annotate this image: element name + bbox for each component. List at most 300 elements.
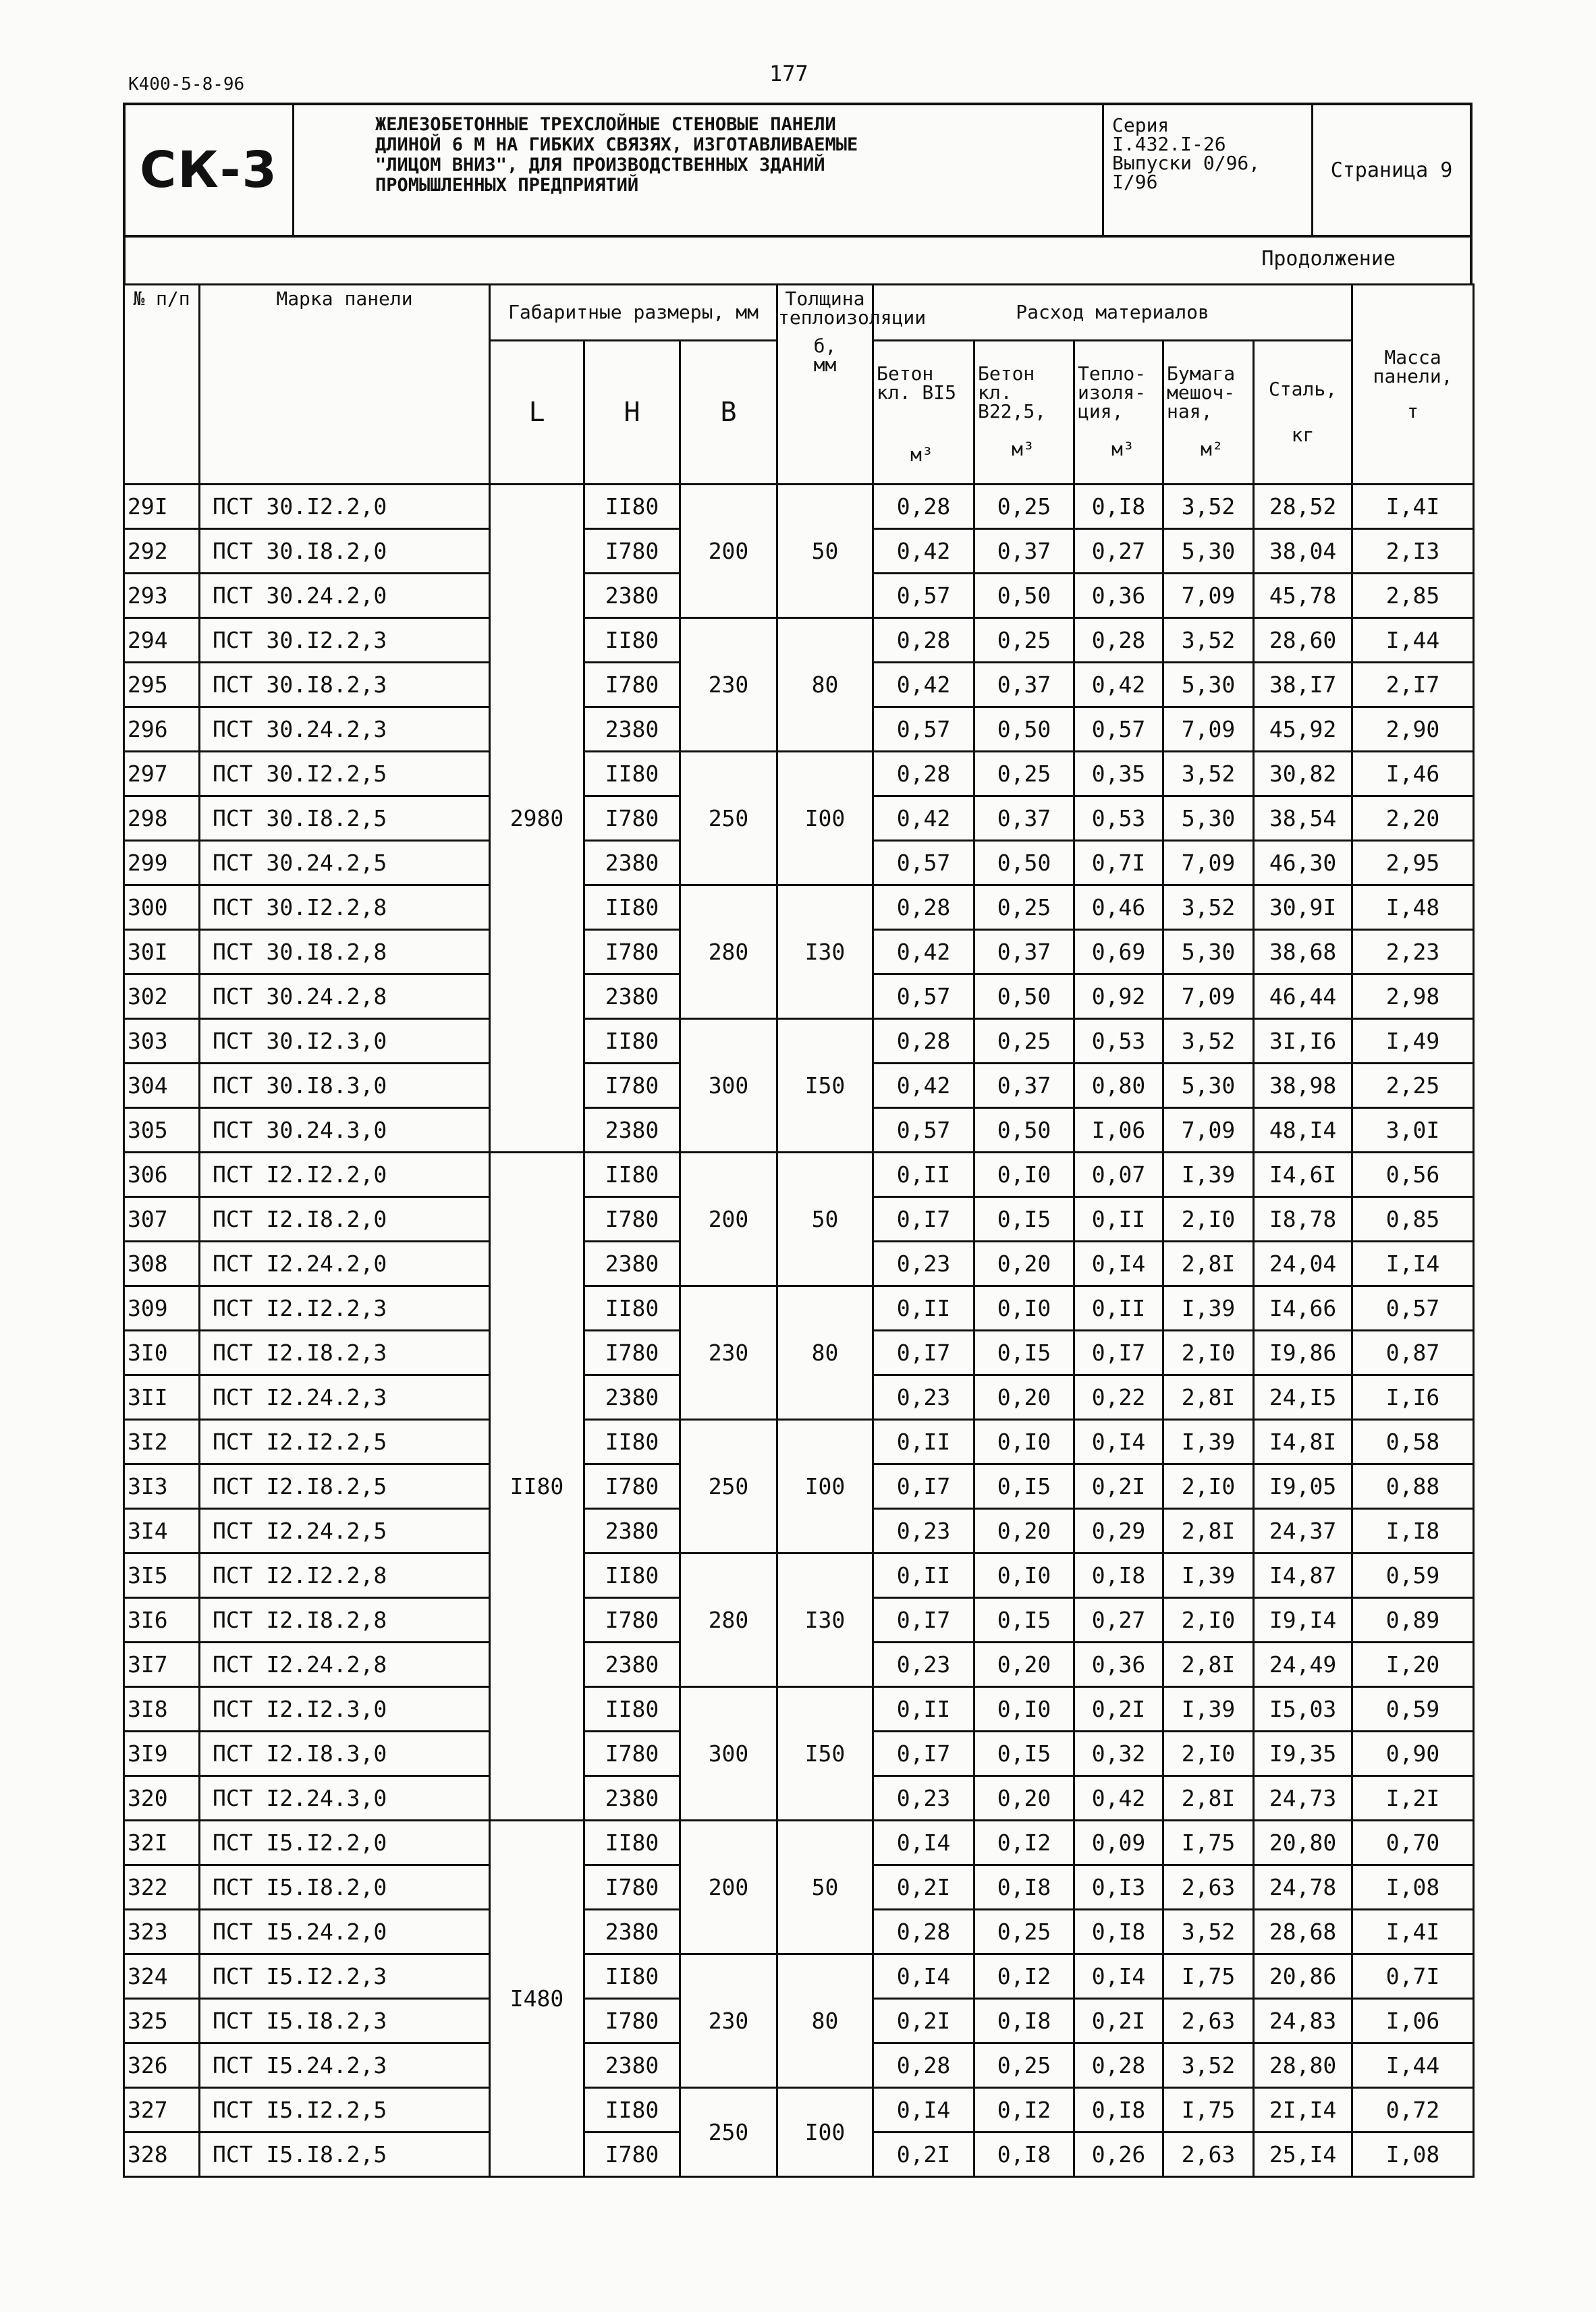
insulation-thickness: I50 xyxy=(777,1019,873,1153)
insulation-thickness: I00 xyxy=(777,752,873,885)
concrete-b225: 0,I8 xyxy=(974,1999,1074,2043)
insulation-volume: 0,I8 xyxy=(1074,1553,1163,1598)
concrete-b225: 0,I5 xyxy=(974,1331,1074,1375)
panel-mark: ПСТ I5.I2.2,0 xyxy=(200,1821,490,1865)
steel-mass: 30,9I xyxy=(1254,885,1352,930)
width-B: 250 xyxy=(680,752,777,885)
row-number: 298 xyxy=(124,796,200,841)
steel-mass: 45,92 xyxy=(1254,707,1352,752)
col-header-L: L xyxy=(490,341,584,485)
steel-mass: 28,68 xyxy=(1254,1910,1352,1954)
height-H: 2380 xyxy=(584,1108,680,1153)
concrete-b15: 0,I4 xyxy=(873,1821,974,1865)
col-header-mark: Марка панели xyxy=(200,285,490,485)
steel-mass: 28,80 xyxy=(1254,2043,1352,2088)
panel-mark: ПСТ I5.I2.2,5 xyxy=(200,2088,490,2132)
steel-mass: 46,30 xyxy=(1254,841,1352,885)
concrete-b225: 0,37 xyxy=(974,796,1074,841)
steel-mass: 24,49 xyxy=(1254,1643,1352,1687)
panel-mark: ПСТ 30.24.2,5 xyxy=(200,841,490,885)
panel-mark: ПСТ 30.24.2,0 xyxy=(200,574,490,618)
concrete-b15: 0,28 xyxy=(873,885,974,930)
height-H: I780 xyxy=(584,1331,680,1375)
col-header-H: H xyxy=(584,341,680,485)
panel-mark: ПСТ 30.I2.2,0 xyxy=(200,485,490,529)
paper-area: 2,63 xyxy=(1163,1999,1254,2043)
insulation-volume: 0,26 xyxy=(1074,2132,1163,2177)
height-H: II80 xyxy=(584,1821,680,1865)
panel-mark: ПСТ I2.I8.2,5 xyxy=(200,1464,490,1509)
concrete-b15: 0,23 xyxy=(873,1643,974,1687)
panel-mass: I,2I xyxy=(1352,1776,1474,1821)
height-H: I780 xyxy=(584,1598,680,1643)
panel-mark: ПСТ I2.24.2,0 xyxy=(200,1242,490,1286)
paper-area: 7,09 xyxy=(1163,841,1254,885)
concrete-b15: 0,I7 xyxy=(873,1197,974,1242)
panel-mark: ПСТ I5.24.2,0 xyxy=(200,1910,490,1954)
height-H: I780 xyxy=(584,1732,680,1776)
insulation-volume: 0,46 xyxy=(1074,885,1163,930)
row-number: 293 xyxy=(124,574,200,618)
concrete-b15: 0,I7 xyxy=(873,1464,974,1509)
insulation-volume: 0,28 xyxy=(1074,2043,1163,2088)
thickness-unit: мм xyxy=(813,354,837,376)
steel-mass: 24,78 xyxy=(1254,1865,1352,1910)
insulation-volume: 0,II xyxy=(1074,1197,1163,1242)
panel-mark: ПСТ I5.24.2,3 xyxy=(200,2043,490,2088)
width-B: 280 xyxy=(680,885,777,1019)
panel-mass: I,44 xyxy=(1352,2043,1474,2088)
height-H: II80 xyxy=(584,1153,680,1197)
paper-area: 2,I0 xyxy=(1163,1197,1254,1242)
concrete-b15: 0,23 xyxy=(873,1776,974,1821)
concrete-b225: 0,I5 xyxy=(974,1598,1074,1643)
concrete-b225: 0,20 xyxy=(974,1509,1074,1553)
col-header-B: B xyxy=(680,341,777,485)
concrete-b225: 0,20 xyxy=(974,1643,1074,1687)
series-info: Серия I.432.I-26 Выпуски 0/96, I/96 xyxy=(1104,105,1313,235)
panel-mass: 0,57 xyxy=(1352,1286,1474,1331)
concrete-b225-label: Бетон кл. B22,5, xyxy=(978,362,1047,422)
height-H: 2380 xyxy=(584,1509,680,1553)
panel-mark: ПСТ I5.I8.2,3 xyxy=(200,1999,490,2043)
concrete-b15: 0,28 xyxy=(873,485,974,529)
panel-mark: ПСТ I2.I2.2,3 xyxy=(200,1286,490,1331)
panel-mass: I,I6 xyxy=(1352,1375,1474,1420)
steel-mass: I5,03 xyxy=(1254,1687,1352,1732)
insulation-volume: 0,27 xyxy=(1074,529,1163,574)
table-row xyxy=(124,1286,1474,1331)
panel-mass: I,I4 xyxy=(1352,1242,1474,1286)
paper-area: 3,52 xyxy=(1163,2043,1254,2088)
insulation-volume: 0,42 xyxy=(1074,663,1163,707)
concrete-b225-unit: м³ xyxy=(1012,438,1035,460)
row-number: 3I2 xyxy=(124,1420,200,1464)
panel-mass: I,44 xyxy=(1352,618,1474,663)
height-H: I780 xyxy=(584,1999,680,2043)
concrete-b15: 0,2I xyxy=(873,2132,974,2177)
insulation-volume: 0,22 xyxy=(1074,1375,1163,1420)
paper-area: 5,30 xyxy=(1163,663,1254,707)
panel-mass: 0,70 xyxy=(1352,1821,1474,1865)
insulation-thickness: 50 xyxy=(777,485,873,618)
row-number: 3I3 xyxy=(124,1464,200,1509)
steel-mass: 24,04 xyxy=(1254,1242,1352,1286)
paper-area: I,39 xyxy=(1163,1153,1254,1197)
concrete-b15: 0,II xyxy=(873,1420,974,1464)
panel-mark: ПСТ 30.I8.2,3 xyxy=(200,663,490,707)
insulation-volume: 0,I8 xyxy=(1074,1910,1163,1954)
concrete-b225: 0,25 xyxy=(974,1019,1074,1064)
insulation-volume: 0,07 xyxy=(1074,1153,1163,1197)
row-number: 320 xyxy=(124,1776,200,1821)
document-code: К400-5-8-96 xyxy=(128,74,245,94)
insulation-volume: 0,29 xyxy=(1074,1509,1163,1553)
panel-mass: I,08 xyxy=(1352,1865,1474,1910)
concrete-b225: 0,50 xyxy=(974,574,1074,618)
concrete-b15: 0,II xyxy=(873,1687,974,1732)
panel-mass: 0,58 xyxy=(1352,1420,1474,1464)
paper-area: 5,30 xyxy=(1163,529,1254,574)
table-row xyxy=(124,1687,1474,1732)
concrete-b15: 0,57 xyxy=(873,574,974,618)
row-number: 297 xyxy=(124,752,200,796)
panel-mark: ПСТ I5.I8.2,5 xyxy=(200,2132,490,2177)
row-number: 29I xyxy=(124,485,200,529)
width-B: 230 xyxy=(680,1286,777,1420)
height-H: II80 xyxy=(584,485,680,529)
panel-mass: 0,72 xyxy=(1352,2088,1474,2132)
height-H: I780 xyxy=(584,663,680,707)
row-number: 3I6 xyxy=(124,1598,200,1643)
concrete-b225: 0,I5 xyxy=(974,1464,1074,1509)
paper-area: I,75 xyxy=(1163,2088,1254,2132)
insulation-volume: 0,7I xyxy=(1074,841,1163,885)
row-number: 3I8 xyxy=(124,1687,200,1732)
concrete-b225: 0,50 xyxy=(974,1108,1074,1153)
insulation-thickness: I00 xyxy=(777,2088,873,2177)
insulation-volume: 0,II xyxy=(1074,1286,1163,1331)
concrete-b15: 0,I4 xyxy=(873,2088,974,2132)
panel-mass: 0,89 xyxy=(1352,1598,1474,1643)
height-H: I780 xyxy=(584,930,680,974)
width-B: 300 xyxy=(680,1687,777,1821)
panel-mass: 0,85 xyxy=(1352,1197,1474,1242)
steel-mass: 28,60 xyxy=(1254,618,1352,663)
concrete-b225: 0,50 xyxy=(974,707,1074,752)
concrete-b15: 0,42 xyxy=(873,663,974,707)
panel-mass: 2,I7 xyxy=(1352,663,1474,707)
insulation-thickness: 80 xyxy=(777,1286,873,1420)
row-number: 305 xyxy=(124,1108,200,1153)
panel-mass: I,49 xyxy=(1352,1019,1474,1064)
concrete-b225: 0,20 xyxy=(974,1242,1074,1286)
paper-area: 2,63 xyxy=(1163,1865,1254,1910)
row-number: 304 xyxy=(124,1064,200,1108)
width-B: 230 xyxy=(680,618,777,752)
insulation-label: Тепло- изоля- ция, xyxy=(1078,362,1147,422)
paper-area: 3,52 xyxy=(1163,885,1254,930)
panel-mark: ПСТ 30.I2.3,0 xyxy=(200,1019,490,1064)
panel-mark: ПСТ I2.I8.2,8 xyxy=(200,1598,490,1643)
row-number: 299 xyxy=(124,841,200,885)
height-H: II80 xyxy=(584,618,680,663)
concrete-b15: 0,57 xyxy=(873,841,974,885)
row-number: 323 xyxy=(124,1910,200,1954)
panel-mass: I,4I xyxy=(1352,485,1474,529)
concrete-b225: 0,I2 xyxy=(974,2088,1074,2132)
height-H: 2380 xyxy=(584,1375,680,1420)
paper-area: 2,8I xyxy=(1163,1375,1254,1420)
concrete-b15: 0,II xyxy=(873,1553,974,1598)
concrete-b15: 0,42 xyxy=(873,796,974,841)
panel-mass: 0,59 xyxy=(1352,1687,1474,1732)
panel-mass: 2,20 xyxy=(1352,796,1474,841)
steel-mass: 30,82 xyxy=(1254,752,1352,796)
paper-area: 3,52 xyxy=(1163,1910,1254,1954)
table-row xyxy=(124,618,1474,663)
steel-mass: 46,44 xyxy=(1254,974,1352,1019)
title-block xyxy=(123,103,1473,238)
panel-mark: ПСТ I5.I8.2,0 xyxy=(200,1865,490,1910)
length-L: II80 xyxy=(490,1153,584,1821)
paper-area: 2,I0 xyxy=(1163,1598,1254,1643)
height-H: 2380 xyxy=(584,1643,680,1687)
panel-mark: ПСТ I2.I2.2,0 xyxy=(200,1153,490,1197)
col-header-dims: Габаритные размеры, мм xyxy=(490,285,777,341)
steel-mass: I9,I4 xyxy=(1254,1598,1352,1643)
row-number: 326 xyxy=(124,2043,200,2088)
width-B: 230 xyxy=(680,1954,777,2088)
panel-mass: 0,87 xyxy=(1352,1331,1474,1375)
concrete-b225: 0,I0 xyxy=(974,1286,1074,1331)
panel-mark: ПСТ 30.24.3,0 xyxy=(200,1108,490,1153)
continuation-label: Продолжение xyxy=(123,238,1473,285)
height-H: II80 xyxy=(584,1954,680,1999)
insulation-volume: 0,2I xyxy=(1074,1999,1163,2043)
insulation-volume: 0,80 xyxy=(1074,1064,1163,1108)
insulation-volume: 0,35 xyxy=(1074,752,1163,796)
height-H: I780 xyxy=(584,529,680,574)
insulation-volume: 0,I4 xyxy=(1074,1242,1163,1286)
insulation-volume: I,06 xyxy=(1074,1108,1163,1153)
insulation-thickness: 50 xyxy=(777,1153,873,1286)
concrete-b15: 0,I7 xyxy=(873,1598,974,1643)
row-number: 307 xyxy=(124,1197,200,1242)
insulation-volume: 0,I4 xyxy=(1074,1420,1163,1464)
steel-unit: кг xyxy=(1291,424,1315,446)
paper-area: 7,09 xyxy=(1163,574,1254,618)
insulation-volume: 0,09 xyxy=(1074,1821,1163,1865)
paper-area: I,39 xyxy=(1163,1687,1254,1732)
section-code: СК-3 xyxy=(126,105,294,235)
insulation-volume: 0,28 xyxy=(1074,618,1163,663)
steel-mass: 38,I7 xyxy=(1254,663,1352,707)
row-number: 296 xyxy=(124,707,200,752)
length-L: 2980 xyxy=(490,485,584,1153)
col-header-concrete-b225 xyxy=(974,341,1074,485)
height-H: 2380 xyxy=(584,1242,680,1286)
concrete-b15-label: Бетон кл. BI5 xyxy=(877,362,957,404)
panel-mass: I,20 xyxy=(1352,1643,1474,1687)
row-number: 306 xyxy=(124,1153,200,1197)
concrete-b225: 0,37 xyxy=(974,663,1074,707)
row-number: 3I5 xyxy=(124,1553,200,1598)
steel-mass: 20,86 xyxy=(1254,1954,1352,1999)
paper-area: 2,8I xyxy=(1163,1643,1254,1687)
paper-area: 3,52 xyxy=(1163,752,1254,796)
page-number: 177 xyxy=(769,61,808,86)
table-row xyxy=(124,1821,1474,1865)
concrete-b225: 0,I0 xyxy=(974,1420,1074,1464)
concrete-b15: 0,42 xyxy=(873,529,974,574)
row-number: 294 xyxy=(124,618,200,663)
steel-label: Сталь, xyxy=(1268,378,1338,400)
paper-area: I,75 xyxy=(1163,1954,1254,1999)
table-row xyxy=(124,1954,1474,1999)
height-H: II80 xyxy=(584,1553,680,1598)
height-H: II80 xyxy=(584,1286,680,1331)
col-header-insulation xyxy=(1074,341,1163,485)
panel-mark: ПСТ I2.24.2,5 xyxy=(200,1509,490,1553)
height-H: II80 xyxy=(584,885,680,930)
table-row xyxy=(124,1153,1474,1197)
row-number: 3I4 xyxy=(124,1509,200,1553)
concrete-b225: 0,I0 xyxy=(974,1153,1074,1197)
paper-label: Бумага мешоч- ная, xyxy=(1167,362,1236,422)
insulation-volume: 0,2I xyxy=(1074,1464,1163,1509)
col-header-steel xyxy=(1254,341,1352,485)
concrete-b15: 0,57 xyxy=(873,707,974,752)
concrete-b15: 0,2I xyxy=(873,1865,974,1910)
paper-area: 2,63 xyxy=(1163,2132,1254,2177)
height-H: I780 xyxy=(584,796,680,841)
table-row xyxy=(124,1420,1474,1464)
steel-mass: I8,78 xyxy=(1254,1197,1352,1242)
panel-mark: ПСТ 30.24.2,3 xyxy=(200,707,490,752)
panel-mass: 0,7I xyxy=(1352,1954,1474,1999)
row-number: 300 xyxy=(124,885,200,930)
width-B: 250 xyxy=(680,1420,777,1553)
concrete-b225: 0,I5 xyxy=(974,1732,1074,1776)
panel-mark: ПСТ 30.I8.2,5 xyxy=(200,796,490,841)
height-H: II80 xyxy=(584,752,680,796)
row-number: 324 xyxy=(124,1954,200,1999)
panel-mark: ПСТ I2.I8.2,3 xyxy=(200,1331,490,1375)
row-number: 303 xyxy=(124,1019,200,1064)
mass-unit: т xyxy=(1407,400,1419,422)
concrete-b225: 0,I8 xyxy=(974,1865,1074,1910)
thickness-symbol: б, xyxy=(813,335,837,357)
insulation-volume: 0,69 xyxy=(1074,930,1163,974)
panel-mass: I,08 xyxy=(1352,2132,1474,2177)
paper-area: 2,8I xyxy=(1163,1776,1254,1821)
paper-area: 2,8I xyxy=(1163,1509,1254,1553)
panel-mark: ПСТ 30.I2.2,5 xyxy=(200,752,490,796)
row-number: 328 xyxy=(124,2132,200,2177)
row-number: 3II xyxy=(124,1375,200,1420)
insulation-volume: 0,42 xyxy=(1074,1776,1163,1821)
insulation-volume: 0,53 xyxy=(1074,796,1163,841)
table-row xyxy=(124,885,1474,930)
paper-area: I,75 xyxy=(1163,1821,1254,1865)
concrete-b225: 0,20 xyxy=(974,1776,1074,1821)
paper-area: 5,30 xyxy=(1163,930,1254,974)
panel-mark: ПСТ 30.I8.2,0 xyxy=(200,529,490,574)
paper-area: 2,I0 xyxy=(1163,1331,1254,1375)
panels-table-body xyxy=(124,485,1474,2177)
panel-mass: 2,85 xyxy=(1352,574,1474,618)
paper-area: 7,09 xyxy=(1163,974,1254,1019)
row-number: 3I9 xyxy=(124,1732,200,1776)
concrete-b15: 0,I7 xyxy=(873,1331,974,1375)
panel-mass: I,06 xyxy=(1352,1999,1474,2043)
mass-label: Масса панели, xyxy=(1373,346,1453,387)
insulation-thickness: 80 xyxy=(777,618,873,752)
concrete-b225: 0,50 xyxy=(974,841,1074,885)
concrete-b15: 0,28 xyxy=(873,1910,974,1954)
concrete-b15: 0,I4 xyxy=(873,1954,974,1999)
concrete-b15: 0,57 xyxy=(873,1108,974,1153)
insulation-thickness: I30 xyxy=(777,1553,873,1687)
concrete-b225: 0,25 xyxy=(974,885,1074,930)
panel-mark: ПСТ I2.24.2,8 xyxy=(200,1643,490,1687)
height-H: 2380 xyxy=(584,1910,680,1954)
concrete-b15: 0,57 xyxy=(873,974,974,1019)
steel-mass: 48,I4 xyxy=(1254,1108,1352,1153)
panel-mark: ПСТ I2.I2.2,5 xyxy=(200,1420,490,1464)
sheet-label: Страница 9 xyxy=(1330,158,1453,182)
height-H: I780 xyxy=(584,1064,680,1108)
concrete-b225: 0,I5 xyxy=(974,1197,1074,1242)
col-header-paper xyxy=(1163,341,1254,485)
height-H: 2380 xyxy=(584,974,680,1019)
width-B: 300 xyxy=(680,1019,777,1153)
height-H: I780 xyxy=(584,1197,680,1242)
concrete-b225: 0,25 xyxy=(974,2043,1074,2088)
insulation-thickness: I50 xyxy=(777,1687,873,1821)
panel-mark: ПСТ 30.I8.3,0 xyxy=(200,1064,490,1108)
insulation-volume: 0,57 xyxy=(1074,707,1163,752)
thickness-label: Толщина теплоизоляции xyxy=(778,287,927,329)
concrete-b225: 0,I8 xyxy=(974,2132,1074,2177)
row-number: 30I xyxy=(124,930,200,974)
concrete-b15: 0,II xyxy=(873,1286,974,1331)
insulation-volume: 0,32 xyxy=(1074,1732,1163,1776)
height-H: II80 xyxy=(584,1019,680,1064)
col-header-concrete-b15 xyxy=(873,341,974,485)
concrete-b15: 0,42 xyxy=(873,930,974,974)
row-number: 302 xyxy=(124,974,200,1019)
concrete-b225: 0,25 xyxy=(974,618,1074,663)
concrete-b225: 0,I0 xyxy=(974,1687,1074,1732)
panel-mass: I,I8 xyxy=(1352,1509,1474,1553)
steel-mass: 20,80 xyxy=(1254,1821,1352,1865)
width-B: 280 xyxy=(680,1553,777,1687)
concrete-b225: 0,37 xyxy=(974,529,1074,574)
steel-mass: 2I,I4 xyxy=(1254,2088,1352,2132)
concrete-b225: 0,I2 xyxy=(974,1954,1074,1999)
paper-area: 7,09 xyxy=(1163,707,1254,752)
insulation-volume: 0,I7 xyxy=(1074,1331,1163,1375)
steel-mass: 38,54 xyxy=(1254,796,1352,841)
paper-area: 7,09 xyxy=(1163,1108,1254,1153)
steel-mass: 38,68 xyxy=(1254,930,1352,974)
width-B: 200 xyxy=(680,1153,777,1286)
concrete-b15: 0,2I xyxy=(873,1999,974,2043)
insulation-volume: 0,92 xyxy=(1074,974,1163,1019)
width-B: 200 xyxy=(680,485,777,618)
